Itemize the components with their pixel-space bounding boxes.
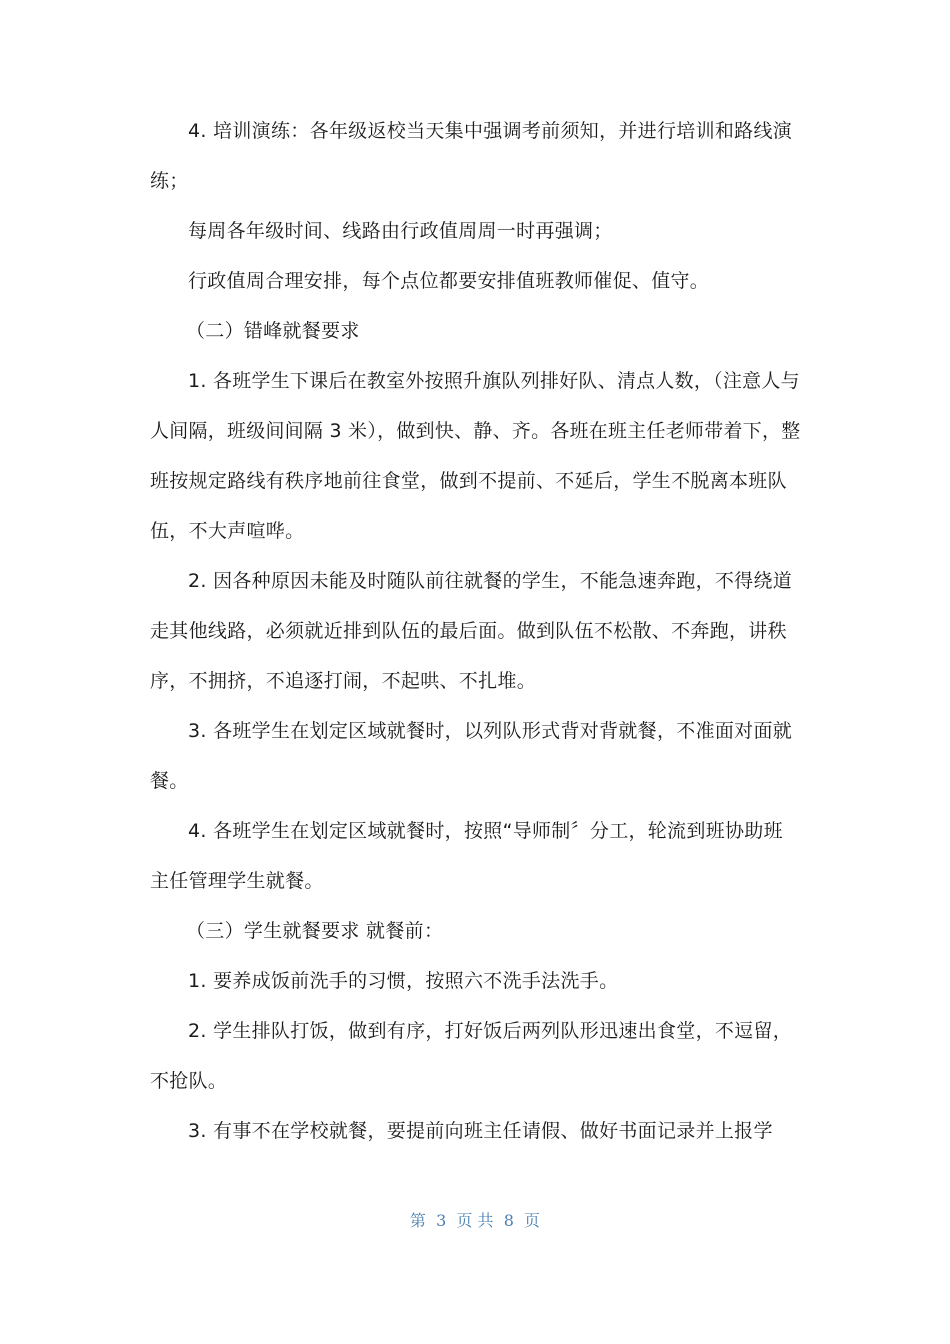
paragraph-line: 人间隔，班级间间隔 3 米），做到快、静、齐。各班在班主任老师带着下，整 (150, 420, 801, 442)
paragraph-line: 1. 各班学生下课后在教室外按照升旗队列排好队、清点人数，（注意人与 (188, 370, 800, 392)
paragraph-line: 1. 要养成饭前洗手的习惯，按照六不洗手法洗手。 (188, 970, 619, 992)
paragraph-line: 序，不拥挤，不追逐打闹，不起哄、不扎堆。 (150, 670, 537, 692)
section-heading: （三）学生就餐要求 就餐前： (186, 920, 444, 942)
paragraph-line: 3. 各班学生在划定区域就餐时，以列队形式背对背就餐，不准面对面就 (188, 720, 793, 742)
paragraph-line: 练； (150, 170, 189, 192)
paragraph-line: 行政值周合理安排，每个点位都要安排值班教师催促、值守。 (188, 270, 710, 292)
paragraph-line: 餐。 (150, 770, 189, 792)
paragraph-line: 3. 有事不在学校就餐，要提前向班主任请假、做好书面记录并上报学 (188, 1120, 773, 1142)
paragraph-line: 走其他线路，必须就近排到队伍的最后面。做到队伍不松散、不奔跑，讲秩 (150, 620, 787, 642)
page-number-footer: 第 3 页 共 8 页 (409, 1211, 541, 1230)
paragraph-line: 不抢队。 (150, 1070, 228, 1092)
paragraph-line: 伍，不大声喧哗。 (150, 520, 305, 542)
paragraph-line: 每周各年级时间、线路由行政值周周一时再强调； (188, 220, 613, 242)
paragraph-line: 2. 学生排队打饭，做到有序，打好饭后两列队形迅速出食堂，不逗留， (188, 1020, 793, 1042)
paragraph-line: 主任管理学生就餐。 (150, 870, 324, 892)
paragraph-line: 班按规定路线有秩序地前往食堂，做到不提前、不延后，学生不脱离本班队 (150, 470, 787, 492)
paragraph-line: 2. 因各种原因未能及时随队前往就餐的学生，不能急速奔跑，不得绕道 (188, 570, 793, 592)
paragraph-line: 4. 培训演练：各年级返校当天集中强调考前须知，并进行培训和路线演 (188, 120, 793, 142)
paragraph-line: 4. 各班学生在划定区域就餐时，按照“导师制〞分工，轮流到班协助班 (188, 820, 783, 842)
section-heading: （二）错峰就餐要求 (186, 320, 360, 342)
